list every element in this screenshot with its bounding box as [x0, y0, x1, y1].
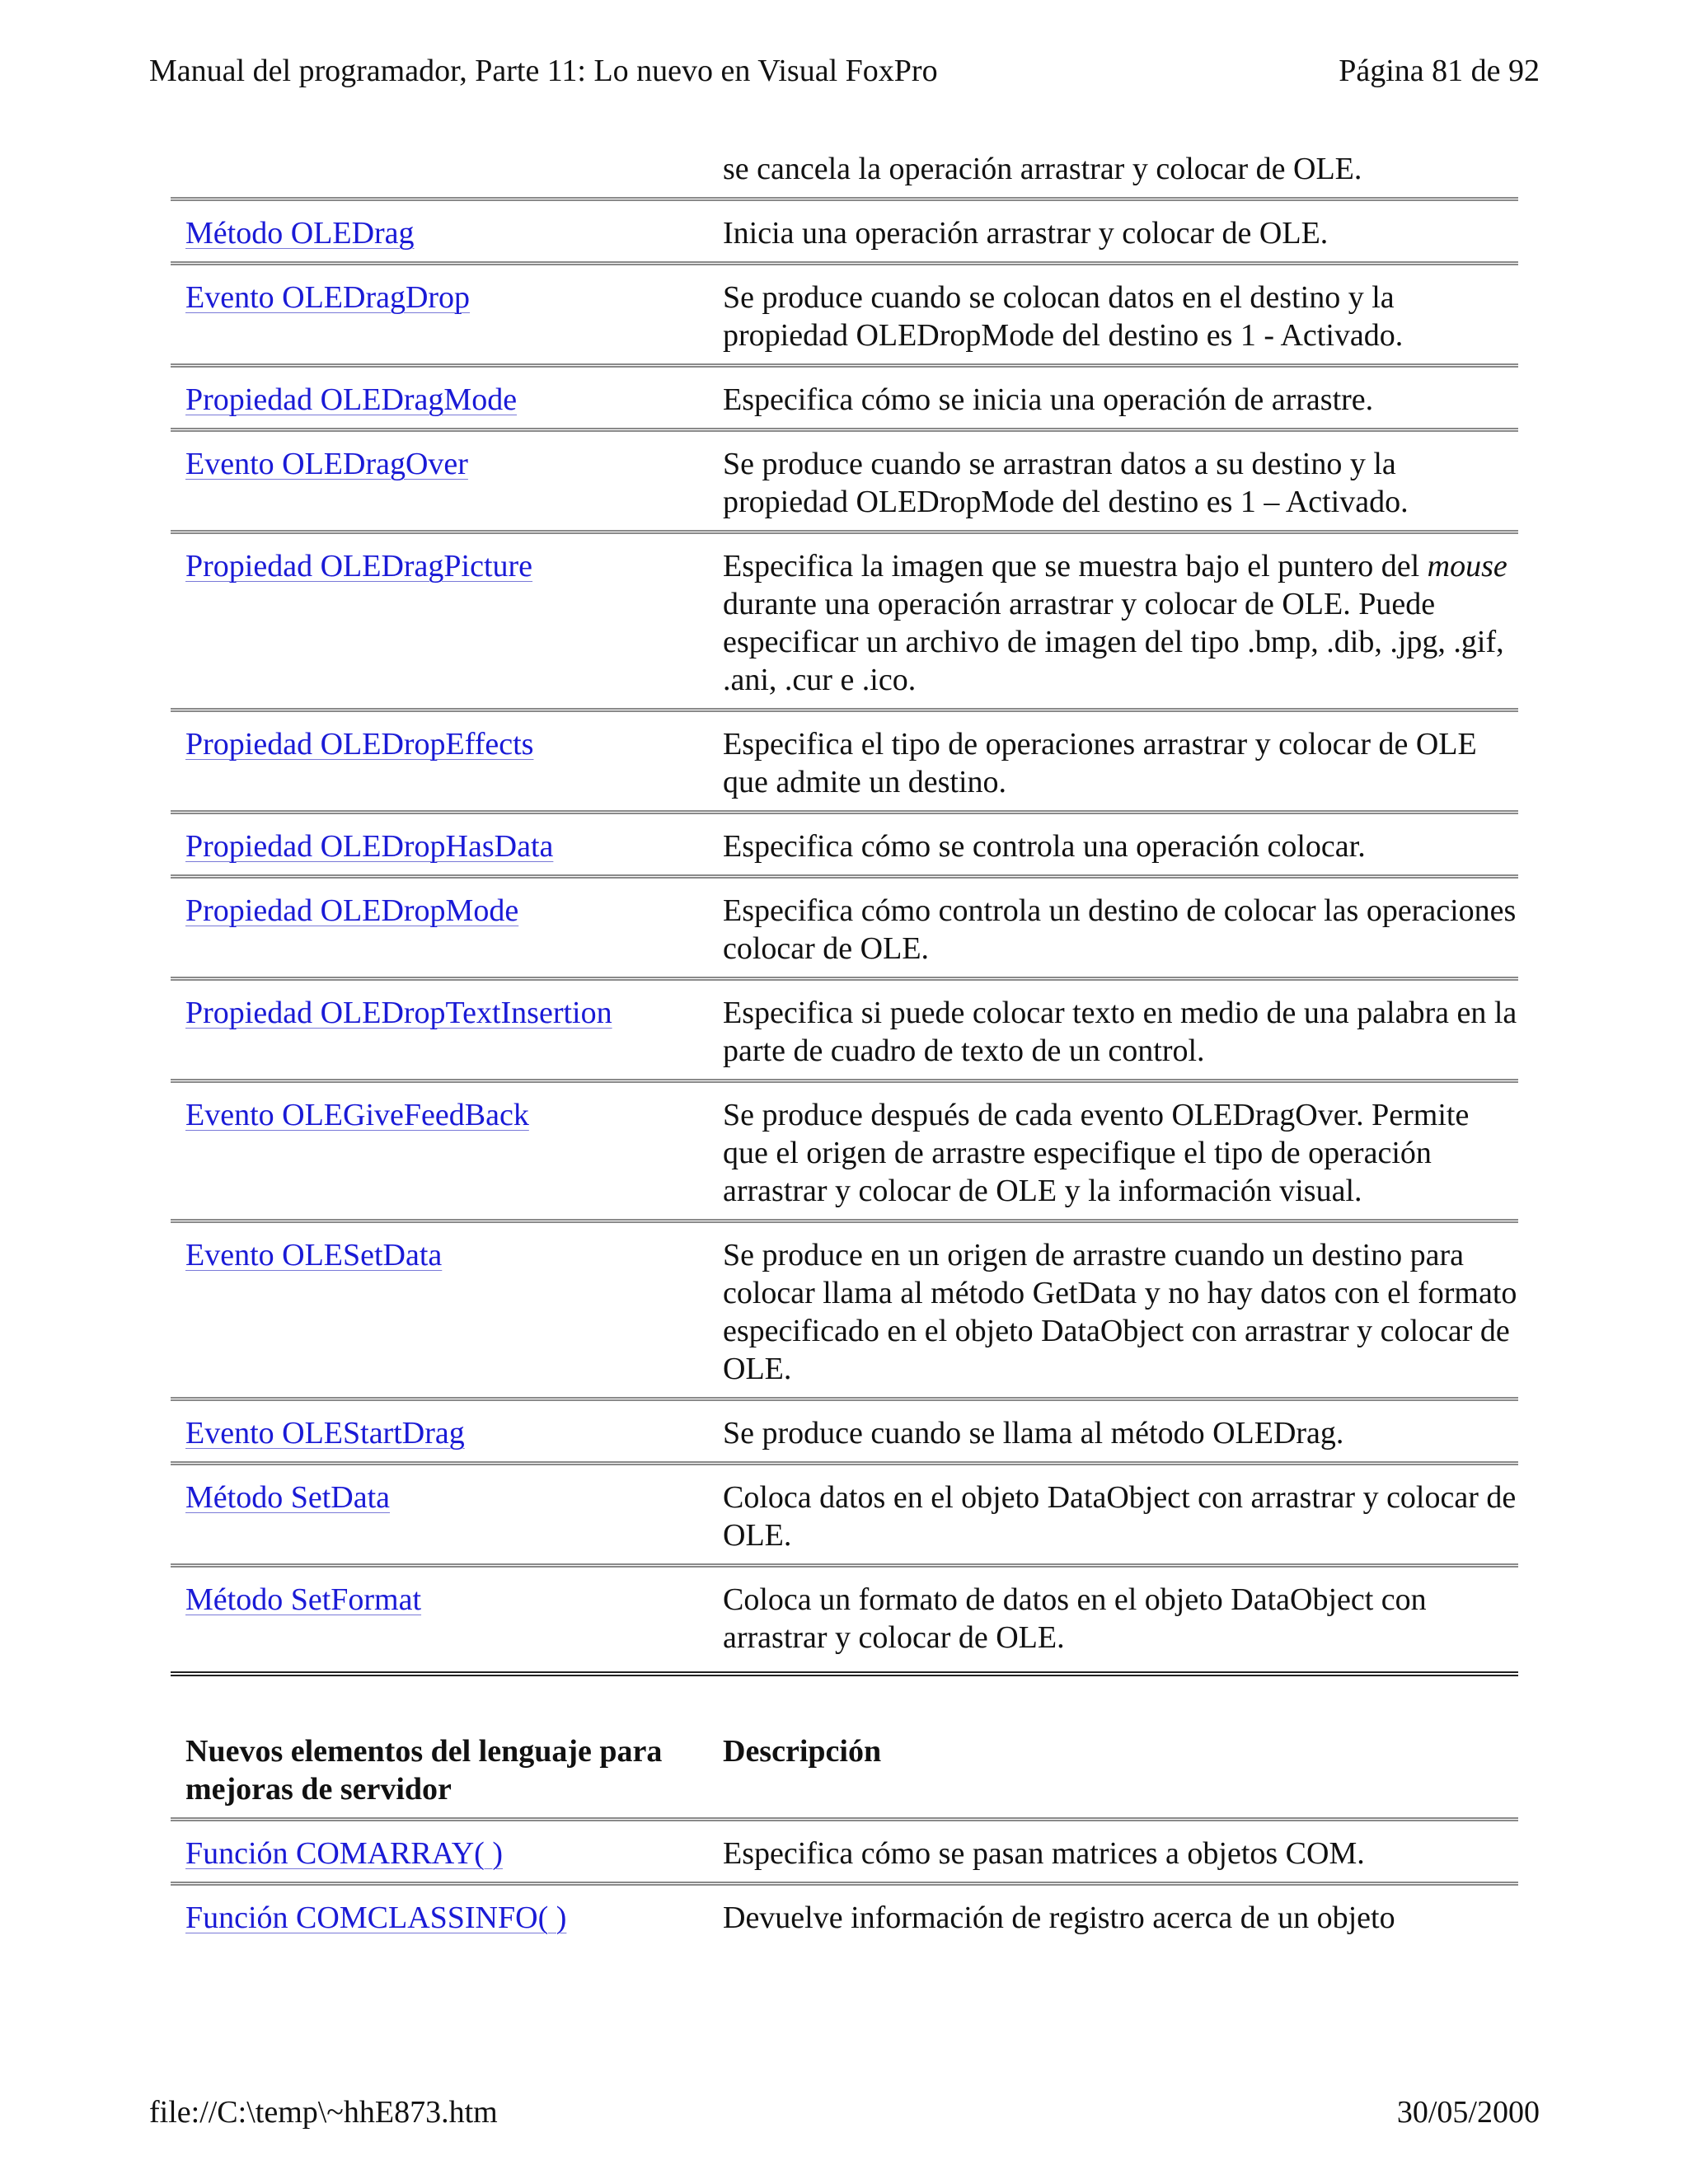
term-cell [171, 813, 708, 877]
table-row [171, 1221, 1518, 1399]
term-link[interactable]: Método OLEDrag [185, 216, 415, 251]
term-link[interactable]: Evento OLEGiveFeedBack [185, 1098, 529, 1132]
term-cell [171, 430, 708, 532]
term-cell [171, 710, 708, 813]
term-link[interactable]: Propiedad OLEDropTextInsertion [185, 996, 612, 1030]
column-header-description: Descripción [723, 1734, 882, 1769]
description-emphasis: mouse [1427, 549, 1507, 583]
term-link[interactable]: Función COMCLASSINFO( ) [185, 1900, 567, 1935]
column-header-elements: Nuevos elementos del lenguaje para mejoras de servidor [185, 1734, 663, 1807]
term-link[interactable]: Propiedad OLEDragMode [185, 382, 518, 417]
term-link[interactable]: Propiedad OLEDropHasData [185, 829, 554, 864]
term-link[interactable]: Evento OLEStartDrag [185, 1416, 465, 1451]
table-row [171, 1081, 1518, 1221]
term-link[interactable]: Propiedad OLEDropEffects [185, 727, 534, 762]
section-spacer [171, 1676, 1518, 1732]
term-cell [171, 532, 708, 710]
page-number: Página 81 de 92 [1339, 54, 1540, 88]
table-row [171, 532, 1518, 710]
content [171, 138, 1518, 1946]
term-cell [171, 1221, 708, 1399]
description-cell: Especifica el tipo de operaciones arrastrar y colocar de OLE que admite un destino. [708, 710, 1518, 813]
term-cell [171, 1464, 708, 1566]
description-text: Especifica la imagen que se muestra bajo el puntero del [723, 549, 1420, 583]
term-cell [171, 1399, 708, 1464]
term-link[interactable]: Propiedad OLEDropMode [185, 893, 519, 928]
table-row [171, 199, 1518, 264]
table-row [171, 813, 1518, 877]
description-cell: Se produce después de cada evento OLEDragOver. Permite que el origen de arrastre especifique el tipo de operación arrastrar y colocar de OLE y la información visual. [708, 1081, 1518, 1221]
term-link[interactable]: Evento OLESetData [185, 1238, 443, 1272]
term-cell [171, 877, 708, 979]
table-row [171, 1820, 1518, 1884]
term-link[interactable]: Evento OLEDragDrop [185, 280, 471, 315]
term-link[interactable]: Evento OLEDragOver [185, 447, 468, 481]
description-cell: Se produce cuando se arrastran datos a su destino y la propiedad OLEDropMode del destino es 1 – Activado. [708, 430, 1518, 532]
page-header [149, 48, 1540, 94]
table-row [171, 430, 1518, 532]
term-cell-empty [171, 138, 708, 199]
table-row [171, 710, 1518, 813]
term-cell [171, 1820, 708, 1884]
table-row [171, 1464, 1518, 1566]
description-cell [708, 532, 1518, 710]
term-cell [171, 1884, 708, 1947]
description-cell: Especifica cómo se controla una operación colocar. [708, 813, 1518, 877]
term-cell [171, 199, 708, 264]
ole-reference-table [171, 138, 1518, 1671]
table-row [171, 138, 1518, 199]
description-cell: Especifica cómo se pasan matrices a objetos COM. [708, 1820, 1518, 1884]
term-link[interactable]: Propiedad OLEDragPicture [185, 549, 533, 583]
term-cell [171, 264, 708, 366]
table-row [171, 979, 1518, 1081]
print-date: 30/05/2000 [1396, 2095, 1540, 2130]
table-row [171, 1399, 1518, 1464]
table-row [171, 1566, 1518, 1672]
description-cell: Especifica si puede colocar texto en medio de una palabra en la parte de cuadro de texto de un control. [708, 979, 1518, 1081]
description-cell: Especifica cómo controla un destino de colocar las operaciones colocar de OLE. [708, 877, 1518, 979]
description-cell: Especifica cómo se inicia una operación de arrastre. [708, 366, 1518, 430]
table-row [171, 877, 1518, 979]
table-row [171, 264, 1518, 366]
term-cell [171, 979, 708, 1081]
page-footer [149, 2089, 1540, 2135]
document-title: Manual del programador, Parte 11: Lo nuevo en Visual FoxPro [149, 54, 938, 88]
table-row [171, 1884, 1518, 1947]
description-cell: se cancela la operación arrastrar y colocar de OLE. [723, 152, 1362, 186]
term-link[interactable]: Método SetData [185, 1480, 391, 1515]
server-enhancements-table [171, 1732, 1518, 1946]
term-link[interactable]: Método SetFormat [185, 1582, 422, 1617]
term-cell [171, 366, 708, 430]
description-text: durante una operación arrastrar y colocar de OLE. Puede especificar un archivo de imagen del tipo .bmp, .dib, .jpg, .gif, .ani, .cur e .ico. [723, 587, 1504, 697]
table-row [171, 366, 1518, 430]
term-cell [171, 1081, 708, 1221]
description-cell: Coloca un formato de datos en el objeto DataObject con arrastrar y colocar de OLE. [708, 1566, 1518, 1672]
description-cell: Se produce en un origen de arrastre cuando un destino para colocar llama al método GetData y no hay datos con el formato especificado en el objeto DataObject con arrastrar y colocar de OLE. [708, 1221, 1518, 1399]
description-cell: Inicia una operación arrastrar y colocar de OLE. [708, 199, 1518, 264]
description-cell: Coloca datos en el objeto DataObject con arrastrar y colocar de OLE. [708, 1464, 1518, 1566]
file-path: file://C:\temp\~hhE873.htm [149, 2095, 498, 2130]
description-cell: Se produce cuando se colocan datos en el destino y la propiedad OLEDropMode del destino es 1 - Activado. [708, 264, 1518, 366]
description-cell: Se produce cuando se llama al método OLEDrag. [708, 1399, 1518, 1464]
term-cell [171, 1566, 708, 1672]
term-link[interactable]: Función COMARRAY( ) [185, 1836, 503, 1871]
description-cell: Devuelve información de registro acerca de un objeto [708, 1884, 1518, 1947]
table-header-row [171, 1732, 1518, 1820]
